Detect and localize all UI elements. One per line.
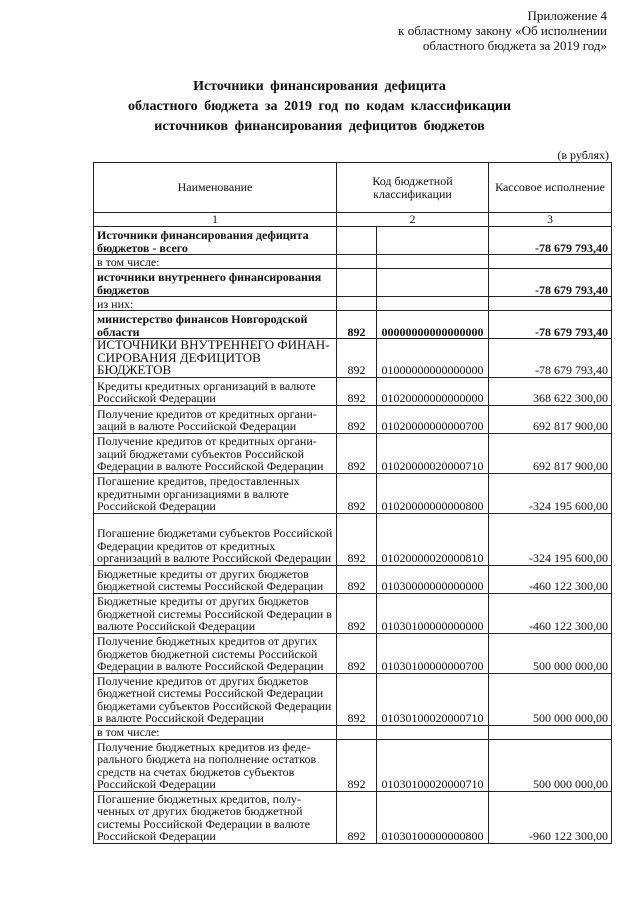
row-code: 01020000000000700 bbox=[377, 405, 489, 433]
row-chapter: 892 bbox=[337, 433, 377, 473]
row-value: -78 679 793,40 bbox=[489, 269, 612, 297]
row-name: Бюджетные кредиты от других бюджетов бюджетной системы Российской Федерации в валюте Российской Федерации bbox=[94, 593, 337, 633]
table-row bbox=[94, 405, 612, 433]
row-code bbox=[377, 255, 489, 269]
table-row bbox=[94, 433, 612, 473]
table-row bbox=[94, 739, 612, 791]
row-name: Получение бюджетных кредитов от других бюджетов бюджетной системы Российской Федерации в валюте Российской Федерации bbox=[94, 633, 337, 673]
table-row bbox=[94, 513, 612, 565]
column-number-1: 1 bbox=[94, 213, 337, 227]
title-line-1: Источники финансирования дефицита bbox=[193, 79, 446, 94]
row-code bbox=[377, 227, 489, 255]
row-value: 692 817 900,00 bbox=[489, 405, 612, 433]
row-code bbox=[377, 725, 489, 739]
row-value: -78 679 793,40 bbox=[489, 227, 612, 255]
row-chapter: 892 bbox=[337, 673, 377, 725]
table-row bbox=[94, 791, 612, 843]
row-code: 01030000000000000 bbox=[377, 565, 489, 593]
row-name: Получение кредитов от кредитных организаций в валюте Российской Федерации bbox=[94, 405, 337, 433]
row-name: Получение бюджетных кредитов из федерального бюджета на пополнение остатков средств на счетах бюджетов субъектов Российской Федерации bbox=[94, 739, 337, 791]
row-name: Получение кредитов от кредитных организаций бюджетами субъектов Российской Федерации в валюте Российской Федерации bbox=[94, 433, 337, 473]
row-code: 01000000000000000 bbox=[377, 339, 489, 378]
row-value: 500 000 000,00 bbox=[489, 739, 612, 791]
row-value: -460 122 300,00 bbox=[489, 593, 612, 633]
table-row bbox=[94, 339, 612, 378]
table-row bbox=[94, 725, 612, 739]
row-chapter: 892 bbox=[337, 565, 377, 593]
row-value: -460 122 300,00 bbox=[489, 565, 612, 593]
row-value: 692 817 900,00 bbox=[489, 433, 612, 473]
table-row bbox=[94, 377, 612, 405]
row-chapter: 892 bbox=[337, 513, 377, 565]
appendix-note bbox=[307, 8, 607, 53]
row-value: -78 679 793,40 bbox=[489, 311, 612, 339]
table-row bbox=[94, 269, 612, 297]
row-name: Погашение бюджетами субъектов Российской Федерации кредитов от кредитных организаций в валюте Российской Федерации bbox=[94, 513, 337, 565]
table-row bbox=[94, 473, 612, 513]
appendix-line-1: Приложение 4 bbox=[527, 8, 607, 23]
row-value: 500 000 000,00 bbox=[489, 673, 612, 725]
column-number-2: 2 bbox=[337, 213, 489, 227]
table-row bbox=[94, 593, 612, 633]
title-line-2: областного бюджета за 2019 год по кодам классификации bbox=[127, 99, 512, 114]
table-row bbox=[94, 311, 612, 339]
row-name: в том числе: bbox=[94, 255, 337, 269]
row-name: Кредиты кредитных организаций в валюте Российской Федерации bbox=[94, 377, 337, 405]
table-row bbox=[94, 633, 612, 673]
row-value bbox=[489, 255, 612, 269]
row-value bbox=[489, 725, 612, 739]
appendix-line-2: к областному закону «Об исполнении bbox=[398, 23, 607, 38]
row-chapter: 892 bbox=[337, 311, 377, 339]
row-name: Источники финансирования дефицита бюджетов - всего bbox=[94, 227, 337, 255]
row-chapter: 892 bbox=[337, 739, 377, 791]
table-body bbox=[94, 227, 612, 844]
row-value: 368 622 300,00 bbox=[489, 377, 612, 405]
units-label: (в рублях) bbox=[557, 148, 609, 162]
header-name: Наименование bbox=[94, 163, 337, 213]
row-value bbox=[489, 297, 612, 311]
row-code: 01020000000000000 bbox=[377, 377, 489, 405]
table-row bbox=[94, 255, 612, 269]
row-code: 01030100000000000 bbox=[377, 593, 489, 633]
row-name: ИСТОЧНИКИ ВНУТРЕННЕГО ФИНАНСИРОВАНИЯ ДЕФИЦИТОВ БЮДЖЕТОВ bbox=[94, 339, 337, 378]
row-value: -324 195 600,00 bbox=[489, 513, 612, 565]
row-chapter: 892 bbox=[337, 633, 377, 673]
row-chapter bbox=[337, 269, 377, 297]
appendix-line-3: областного бюджета за 2019 год» bbox=[422, 38, 607, 53]
row-chapter: 892 bbox=[337, 339, 377, 378]
header-execution: Кассовое исполнение bbox=[489, 163, 612, 213]
row-name: Бюджетные кредиты от других бюджетов бюджетной системы Российской Федерации bbox=[94, 565, 337, 593]
row-chapter bbox=[337, 297, 377, 311]
row-value: -78 679 793,40 bbox=[489, 339, 612, 378]
table-row bbox=[94, 673, 612, 725]
row-chapter bbox=[337, 725, 377, 739]
row-chapter bbox=[337, 255, 377, 269]
row-value: -324 195 600,00 bbox=[489, 473, 612, 513]
row-code: 01030100000000700 bbox=[377, 633, 489, 673]
row-code: 01030100020000710 bbox=[377, 739, 489, 791]
row-name: Погашение кредитов, предоставленных кредитными организациями в валюте Российской Федерации bbox=[94, 473, 337, 513]
row-name: министерство финансов Новгородской области bbox=[94, 311, 337, 339]
row-code: 01030100000000800 bbox=[377, 791, 489, 843]
row-chapter: 892 bbox=[337, 473, 377, 513]
header-code: Код бюджетной классификации bbox=[337, 163, 489, 213]
row-code: 01030100020000710 bbox=[377, 673, 489, 725]
table-row bbox=[94, 565, 612, 593]
column-number-3: 3 bbox=[489, 213, 612, 227]
row-code bbox=[377, 269, 489, 297]
row-chapter bbox=[337, 227, 377, 255]
row-value: 500 000 000,00 bbox=[489, 633, 612, 673]
financing-sources-table bbox=[93, 162, 612, 844]
row-code: 00000000000000000 bbox=[377, 311, 489, 339]
row-chapter: 892 bbox=[337, 593, 377, 633]
row-code: 01020000000000800 bbox=[377, 473, 489, 513]
row-name: Получение кредитов от других бюджетов бюджетной системы Российской Федерации бюджетами субъектов Российской Федерации в валюте Российской Федерации bbox=[94, 673, 337, 725]
row-chapter: 892 bbox=[337, 791, 377, 843]
document-title bbox=[0, 77, 639, 137]
row-chapter: 892 bbox=[337, 377, 377, 405]
row-name: источники внутреннего финансирования бюджетов bbox=[94, 269, 337, 297]
row-name: в том числе: bbox=[94, 725, 337, 739]
table-row bbox=[94, 297, 612, 311]
table-row bbox=[94, 227, 612, 255]
row-code: 01020000020000810 bbox=[377, 513, 489, 565]
row-chapter: 892 bbox=[337, 405, 377, 433]
row-code: 01020000020000710 bbox=[377, 433, 489, 473]
row-name: из них: bbox=[94, 297, 337, 311]
row-value: -960 122 300,00 bbox=[489, 791, 612, 843]
title-line-3: источников финансирования дефицитов бюджетов bbox=[154, 119, 485, 134]
row-code bbox=[377, 297, 489, 311]
row-name: Погашение бюджетных кредитов, полученных от других бюджетов бюджетной системы Российской Федерации в валюте Российской Федерации bbox=[94, 791, 337, 843]
